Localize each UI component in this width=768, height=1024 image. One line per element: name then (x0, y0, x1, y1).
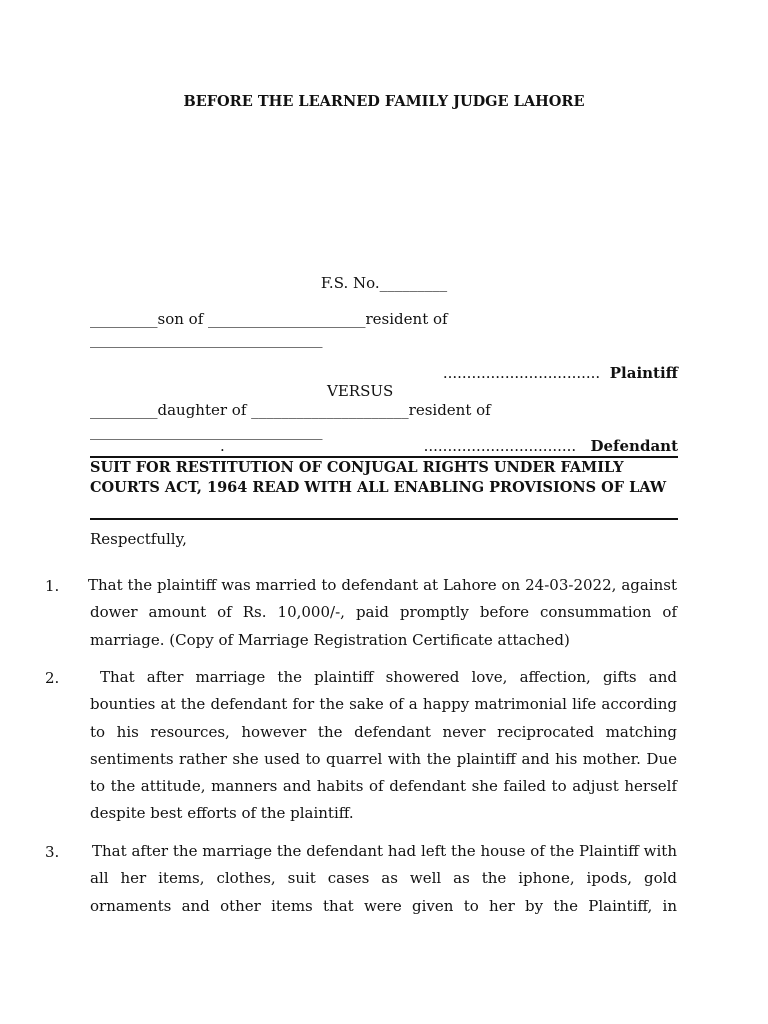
suit-subject: SUIT FOR RESTITUTION OF CONJUGAL RIGHTS UNDER FAMILY COURTS ACT, 1964 READ WITH ALL ENABLING PROVISIONS OF LAW (90, 459, 667, 496)
defendant-role-label: Defendant (590, 437, 678, 455)
paragraph-2-number: 2. (45, 669, 60, 687)
plaintiff-dots: ................................. (442, 364, 601, 382)
court-title: BEFORE THE LEARNED FAMILY JUDGE LAHORE (183, 93, 585, 110)
defendant-details-line-2: _______________________________ (90, 422, 323, 440)
plaintiff-role-label: Plaintiff (609, 364, 678, 382)
subject-bottom-rule (90, 518, 678, 520)
paragraph-1-text: That the plaintiff was married to defendant at Lahore on 24-03-2022, against dower amount of Rs. 10,000/-, paid promptly before consummation of marriage. (Copy of Marriage Registration Certificate attached) (88, 576, 677, 649)
defendant-stray-dot: . (220, 437, 225, 455)
defendant-dots: ................................ (423, 437, 577, 455)
plaintiff-details-line-2: _______________________________ (90, 330, 323, 348)
paragraph-3-text: That after the marriage the defendant had left the house of the Plaintiff with all her items, clothes, suit cases as well as the iphone, ipods, gold ornaments and other items that were given to her by the Plaintiff, in (90, 842, 677, 915)
versus-label: VERSUS (327, 382, 394, 400)
plaintiff-details-line-1: _________son of _____________________resident of (90, 310, 448, 328)
defendant-details-line-1: _________daughter of _____________________resident of (90, 401, 491, 419)
paragraph-2-text: That after marriage the plaintiff showered love, affection, gifts and bounties at the defendant for the sake of a happy matrimonial life according to his resources, however the defendant never reciprocated matching sentiments rather she used to quarrel with the plaintiff and his mother. Due to the attitude, manners and habits of defendant she failed to adjust herself despite best efforts of the plaintiff. (90, 668, 677, 823)
plaintiff-role-row (90, 364, 678, 382)
paragraph-3-number: 3. (45, 843, 60, 861)
case-number: F.S. No._________ (320, 274, 448, 292)
greeting: Respectfully, (90, 530, 187, 548)
paragraph-1-number: 1. (45, 577, 60, 595)
